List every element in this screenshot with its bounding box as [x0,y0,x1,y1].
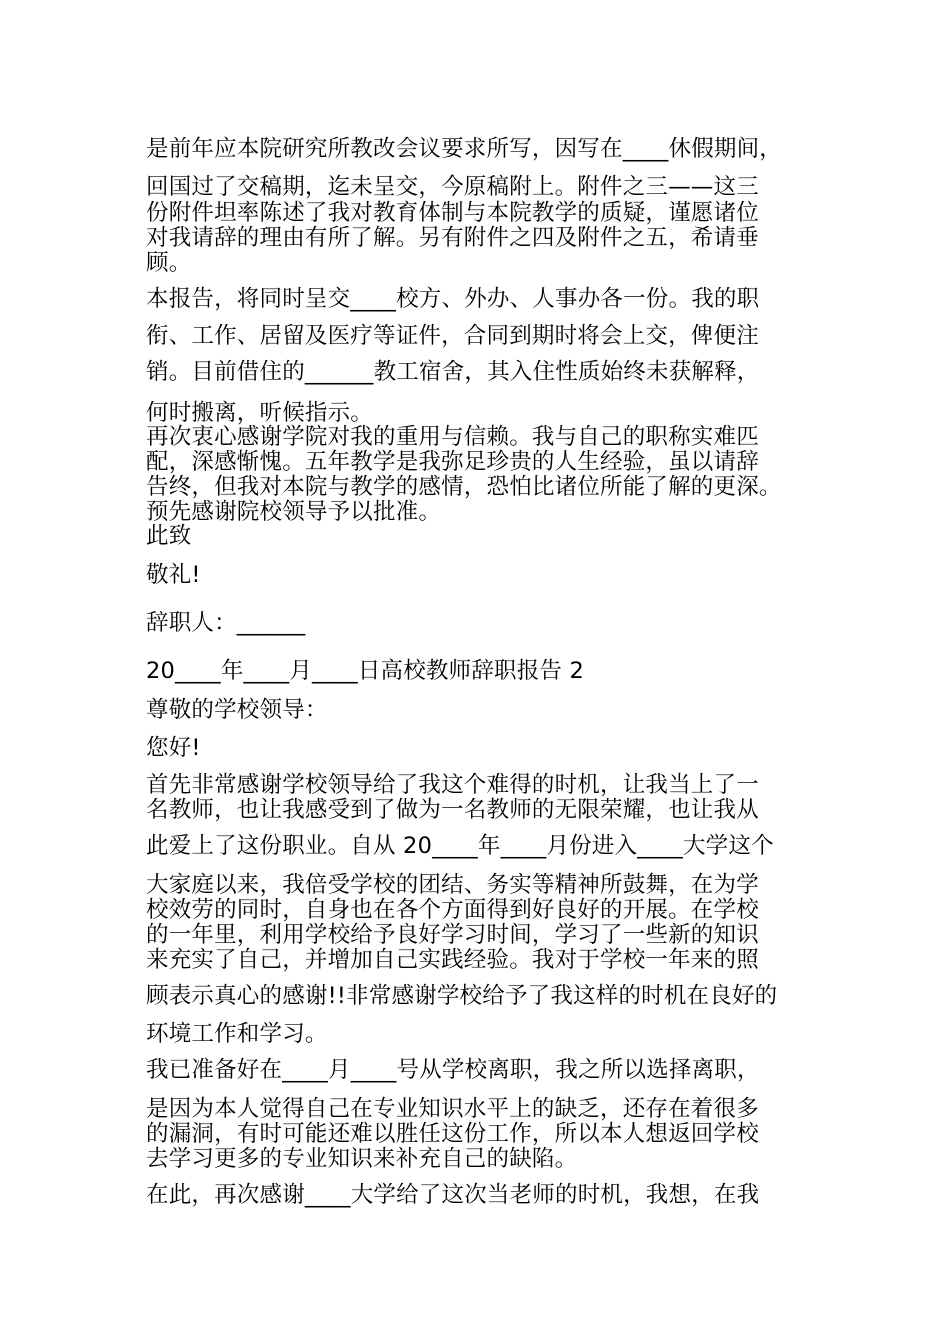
text-line: 名教师，也让我感受到了做为一名教师的无限荣耀，也让我从 [146,797,759,823]
text-line: 顾表示真心的感谢!!非常感谢学校给予了我这样的时机在良好的 [146,983,778,1009]
text-line: 告终，但我对本院与教学的感情，恐怕比诸位所能了解的更深。 [146,474,782,500]
text-line: 何时搬离，听候指示。 [146,400,374,426]
text-line: 校效劳的同时，自身也在各个方面得到好良好的开展。在学校 [146,897,759,923]
text-line: 销。目前借住的______教工宿舍，其入住性质始终未获解释， [146,359,760,385]
text-line: 您好! [146,735,201,761]
text-line: 是前年应本院研究所教改会议要求所写，因写在____休假期间， [146,136,783,162]
text-line: 敬礼! [146,562,201,588]
text-line: 对我请辞的理由有所了解。另有附件之四及附件之五，希请垂 [146,225,759,251]
text-line: 的一年里，利用学校给予良好学习时间，学习了一些新的知识 [146,922,759,948]
text-line: 此爱上了这份职业。自从 20____年____月份进入____大学这个 [146,833,774,859]
text-line: 衔、工作、居留及医疗等证件，合同到期时将会上交，俾便注 [146,323,759,349]
text-line: 20____年____月____日高校教师辞职报告 2 [146,658,584,684]
text-line: 此致 [146,523,192,549]
text-line: 辞职人：______ [146,610,306,636]
text-line: 回国过了交稿期，迄未呈交，今原稿附上。附件之三——这三 [146,174,759,200]
text-line: 去学习更多的专业知识来补充自己的缺陷。 [146,1146,578,1172]
text-line: 我已准备好在____月____号从学校离职，我之所以选择离职， [146,1057,760,1083]
text-line: 是因为本人觉得自己在专业知识水平上的缺乏，还存在着很多 [146,1096,759,1122]
text-line: 环境工作和学习。 [146,1021,328,1047]
text-line: 大家庭以来，我倍受学校的团结、务实等精神所鼓舞，在为学 [146,872,759,898]
text-line: 尊敬的学校领导： [146,697,328,723]
text-line: 来充实了自己，并增加自己实践经验。我对于学校一年来的照 [146,947,759,973]
text-line: 配，深感惭愧。五年教学是我弥足珍贵的人生经验，虽以请辞 [146,449,759,475]
text-line: 首先非常感谢学校领导给了我这个难得的时机，让我当上了一 [146,772,759,798]
text-line: 份附件坦率陈述了我对教育体制与本院教学的质疑，谨愿诸位 [146,200,759,226]
text-line: 在此，再次感谢____大学给了这次当老师的时机，我想，在我 [146,1182,760,1208]
text-line: 的漏洞，有时可能还难以胜任这份工作，所以本人想返回学校 [146,1121,759,1147]
text-line: 再次衷心感谢学院对我的重用与信赖。我与自己的职称实难匹 [146,424,759,450]
text-line: 预先感谢院校领导予以批准。 [146,499,442,525]
text-line: 本报告，将同时呈交____校方、外办、人事办各一份。我的职 [146,286,760,312]
text-line: 顾。 [146,250,192,276]
